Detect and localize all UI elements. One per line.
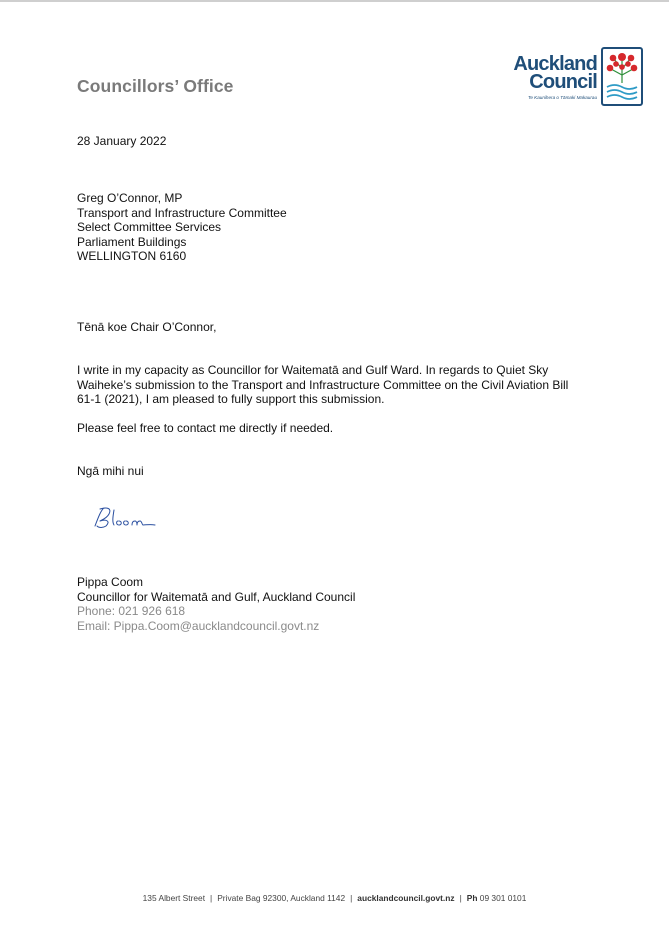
auckland-council-logo xyxy=(503,47,643,107)
logo-word-council: Council xyxy=(529,71,597,93)
footer-street: 135 Albert Street xyxy=(142,893,206,903)
footer xyxy=(0,893,669,903)
recipient-address xyxy=(77,191,287,264)
footer-phone-label: Ph xyxy=(466,893,478,903)
footer-separator: | xyxy=(210,893,213,903)
salutation: Tēnā koe Chair O’Connor, xyxy=(77,320,217,334)
signature-block xyxy=(77,575,355,633)
signatory-email[interactable]: Email: Pippa.Coom@aucklandcouncil.govt.nz xyxy=(77,618,320,633)
signatory-name: Pippa Coom xyxy=(77,575,144,589)
letter-date: 28 January 2022 xyxy=(77,134,167,148)
recipient-line: Parliament Buildings xyxy=(77,234,187,249)
logo-word-auckland: Auckland xyxy=(513,53,597,75)
recipient-line: WELLINGTON 6160 xyxy=(77,249,187,264)
signatory-title: Councillor for Waitematā and Gulf, Auckland Council xyxy=(77,589,356,604)
office-title: Councillors’ Office xyxy=(77,76,234,96)
footer-separator: | xyxy=(350,893,353,903)
footer-postal: Private Bag 92300, Auckland 1142 xyxy=(217,893,346,903)
recipient-line: Transport and Infrastructure Committee xyxy=(77,205,287,220)
footer-website[interactable]: aucklandcouncil.govt.nz xyxy=(357,893,455,903)
recipient-line: Greg O’Connor, MP xyxy=(77,191,183,205)
closing: Ngā mihi nui xyxy=(77,464,144,478)
body-paragraph: Please feel free to contact me directly if needed. xyxy=(77,421,334,435)
footer-phone: 09 301 0101 xyxy=(479,893,527,903)
pohutukawa-emblem-icon xyxy=(601,47,643,107)
recipient-line: Select Committee Services xyxy=(77,220,222,235)
top-border xyxy=(0,0,669,2)
body-paragraph: I write in my capacity as Councillor for Waitematā and Gulf Ward. In regards to Quiet Sky Waiheke’s submission to the Transport and Infrastructure Committee on the Civil Aviation Bill 61-1 (2021), I am pleased to fully support this submission. xyxy=(77,363,569,407)
handwritten-signature xyxy=(92,504,162,532)
footer-separator: | xyxy=(459,893,462,903)
logo-tagline: Te Kaunihera o Tāmaki Makaurau xyxy=(527,95,597,100)
signatory-phone: Phone: 021 926 618 xyxy=(77,604,186,619)
